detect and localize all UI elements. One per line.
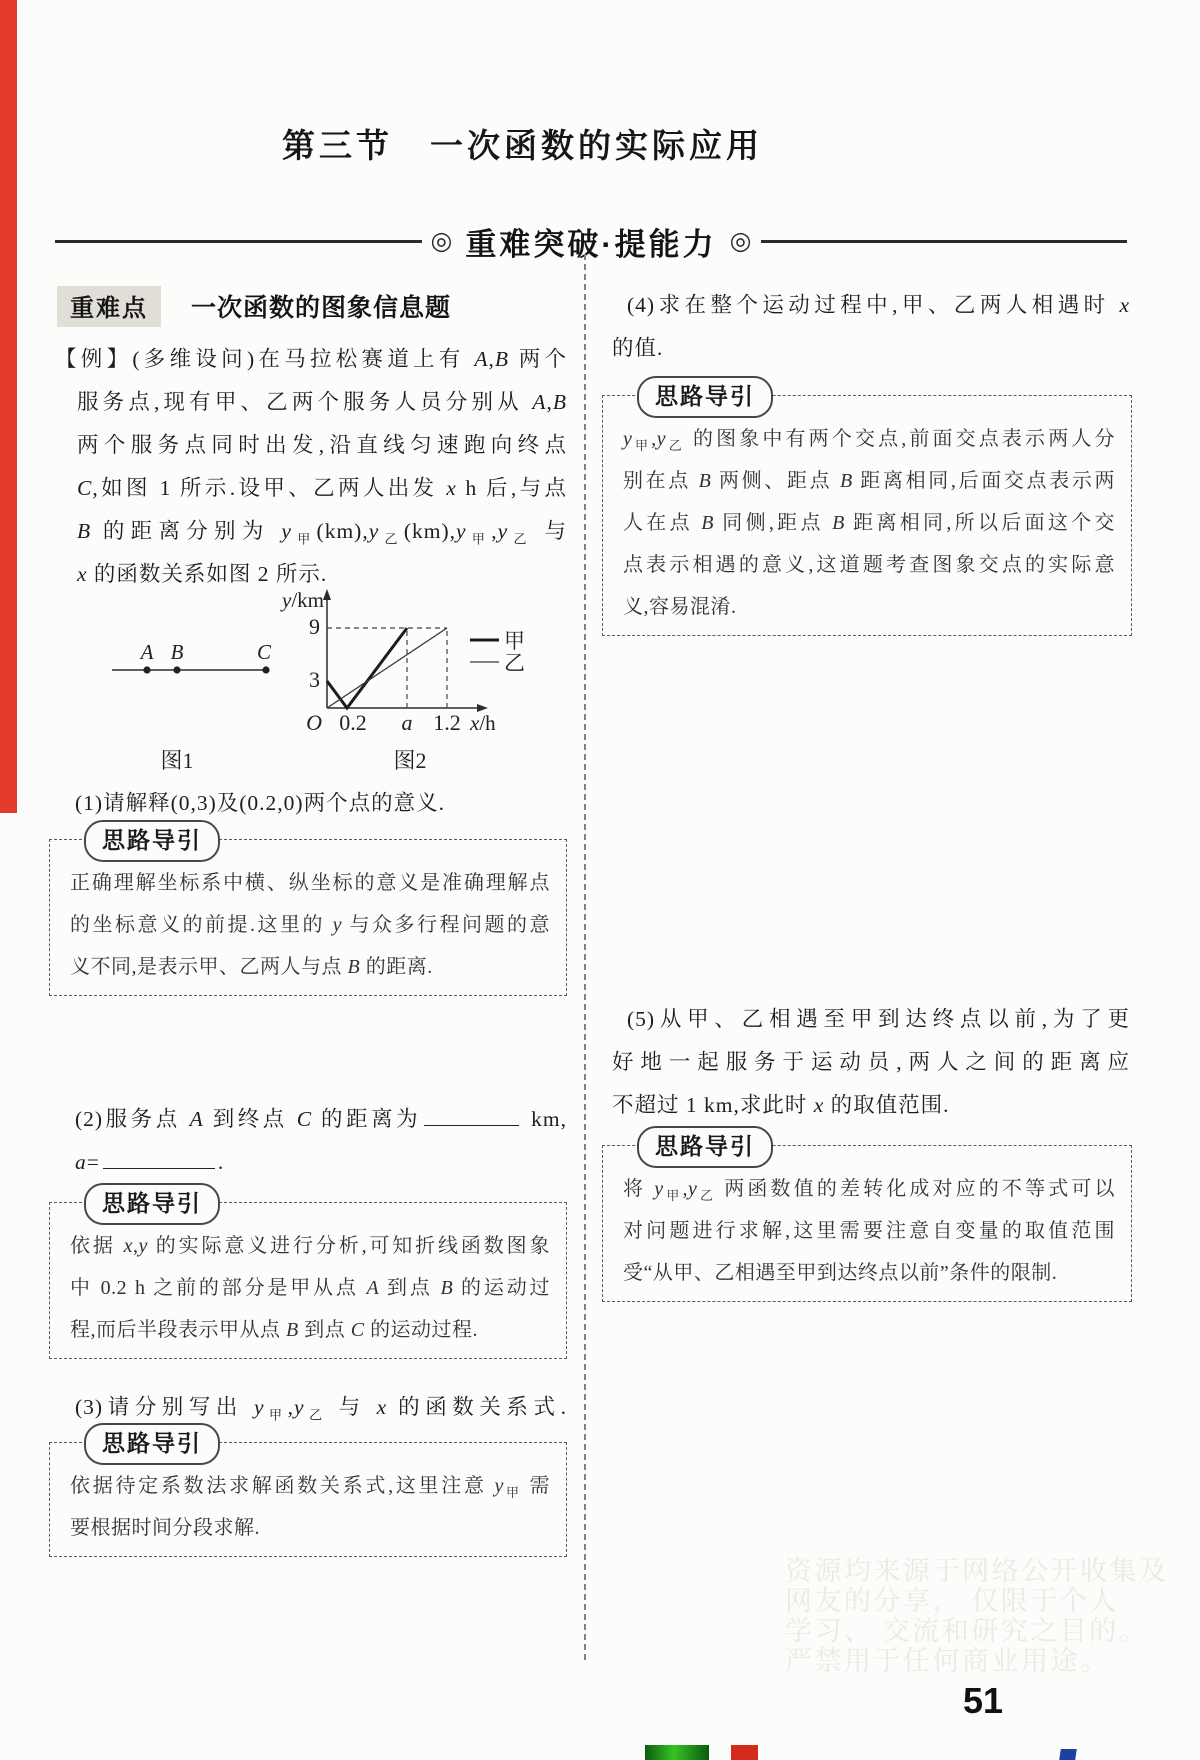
text-line <box>623 544 1115 586</box>
hint-box-4 <box>602 383 1132 636</box>
question-4 <box>612 284 1130 370</box>
text-segment: 的函数关系如图 2 所示. <box>87 562 328 586</box>
x-axis-label: x/h <box>470 711 496 735</box>
watermark-line: 严禁用于任何商业用途。 <box>785 1646 1110 1676</box>
subscript: 甲 <box>291 531 317 547</box>
text-segment: 中 0.2 h 之前的部分是甲从点 <box>70 1277 367 1299</box>
text-line <box>55 1141 567 1184</box>
text-segment: 受“从甲、乙相遇至甲到达终点以前”条件的限制. <box>623 1262 1058 1284</box>
text-segment: y <box>294 1395 305 1419</box>
point-A-label: A <box>140 640 154 664</box>
question-5 <box>612 998 1130 1127</box>
text-line <box>612 1041 1130 1084</box>
subscript: 甲 <box>503 1485 522 1500</box>
page-title: 第三节 一次函数的实际应用 <box>282 127 763 164</box>
text-segment: y <box>138 1235 148 1257</box>
text-line <box>623 1252 1115 1294</box>
xtick-0-2: 0.2 <box>339 710 367 735</box>
text-segment: (km), <box>316 519 369 543</box>
text-segment: = <box>86 1150 100 1174</box>
text-line <box>55 381 567 424</box>
point-C-dot <box>262 666 269 673</box>
text-segment: 的距离. <box>360 956 433 978</box>
text-line <box>70 1465 550 1507</box>
text-segment: y <box>623 428 633 450</box>
text-line <box>623 460 1115 502</box>
text-segment: B <box>286 1319 299 1341</box>
subscript: 甲 <box>264 1407 288 1423</box>
ytick-9: 9 <box>309 614 320 639</box>
text-line <box>55 510 567 553</box>
text-segment: 依据待定系数法求解函数关系式,这里注意 <box>70 1475 495 1497</box>
text-segment: 别在点 <box>623 470 699 492</box>
text-segment: 不超过 1 km,求此时 <box>612 1093 814 1117</box>
text-line <box>70 1225 550 1267</box>
text-segment: 的取值范围. <box>824 1093 950 1117</box>
watermark-line: 资源均来源于网络公开收集及 <box>785 1556 1169 1586</box>
y-axis-arrow-icon <box>323 589 331 600</box>
page-number: 51 <box>963 1680 1004 1721</box>
text-segment: y <box>654 1178 664 1200</box>
text-line <box>612 327 1130 370</box>
point-B-dot <box>173 666 180 673</box>
text-line <box>55 424 567 467</box>
text-segment: C <box>350 1319 365 1341</box>
text-segment: 的运动过 <box>453 1277 551 1299</box>
hint-label-2: 思路导引 <box>84 1183 220 1225</box>
banner-ornament-left-icon: ◎ <box>430 227 453 255</box>
subscript: 乙 <box>508 531 533 547</box>
topic-title: 一次函数的图象信息题 <box>191 294 452 322</box>
text-segment: 人在点 <box>623 512 702 534</box>
text-segment: h 后,与点 <box>456 476 567 500</box>
hint-label-3: 思路导引 <box>84 1423 220 1465</box>
text-segment: y <box>687 1178 698 1200</box>
point-A-dot <box>143 666 150 673</box>
text-segment: B <box>494 347 510 371</box>
point-C-label: C <box>256 640 272 664</box>
bottom-blue-mark <box>1059 1749 1077 1760</box>
watermark <box>785 1556 1200 1676</box>
text-segment: x <box>813 1093 825 1117</box>
text-segment: y <box>332 914 342 936</box>
subscript: 甲 <box>632 438 652 453</box>
figure1-caption: 图1 <box>160 748 194 773</box>
fill-blank <box>103 1142 215 1169</box>
text-segment: 的值. <box>612 336 664 360</box>
text-segment: B <box>832 512 845 534</box>
series-jia-line <box>327 628 407 708</box>
watermark-line: 网友的分享， 仅限于个人 <box>785 1586 1119 1616</box>
text-segment: 的距离分别为 <box>91 519 282 543</box>
subscript: 甲 <box>466 531 492 547</box>
text-line <box>55 467 567 510</box>
key-point-badge: 重难点 <box>57 286 161 327</box>
text-line <box>55 782 567 825</box>
text-segment: A <box>474 347 489 371</box>
text-segment: 的函数关系式. <box>387 1395 567 1419</box>
text-segment: A <box>189 1107 204 1131</box>
subscript: 乙 <box>697 1188 717 1203</box>
text-segment: , <box>546 390 553 414</box>
text-segment: a <box>75 1150 87 1174</box>
text-line <box>70 1309 550 1351</box>
text-segment: B <box>839 470 853 492</box>
banner-ornament-right-icon: ◎ <box>729 227 752 255</box>
left-column <box>55 250 567 1610</box>
text-line <box>70 1267 550 1309</box>
text-segment: , <box>491 519 498 543</box>
text-segment: y <box>253 1395 265 1419</box>
text-segment: y <box>656 428 667 450</box>
text-segment: y <box>456 519 467 543</box>
legend-yi-label: 乙 <box>504 651 525 675</box>
hint-box-5 <box>602 1133 1132 1302</box>
right-column <box>612 250 1130 1610</box>
text-segment: 与 <box>327 1395 377 1419</box>
text-segment: B <box>347 956 361 978</box>
column-divider <box>584 254 586 1660</box>
text-segment: (4)求在整个运动过程中,甲、乙两人相遇时 <box>627 293 1120 317</box>
text-segment: C <box>296 1107 313 1131</box>
point-B-label: B <box>170 640 184 664</box>
text-segment: x <box>123 1235 133 1257</box>
text-segment: . <box>217 1150 225 1174</box>
text-segment: 两函数值的差转化成对应的不等式可以 <box>716 1178 1115 1200</box>
legend-jia-label: 甲 <box>504 629 525 653</box>
text-segment: 好地一起服务于运动员,两人之间的距离应 <box>612 1050 1130 1074</box>
hint-text-2 <box>50 1203 566 1358</box>
text-line <box>70 904 550 946</box>
text-line <box>623 586 1115 628</box>
text-segment: 两个 <box>509 347 567 371</box>
hint-text-1 <box>50 840 566 995</box>
text-segment: B <box>552 390 567 414</box>
text-segment: (km), <box>403 519 457 543</box>
watermark-line: 学习、 交流和研究之目的。 <box>785 1616 1149 1646</box>
xtick-a: a <box>401 710 413 735</box>
text-segment: 距离相同,后面交点表示两 <box>852 470 1116 492</box>
text-segment: 到点 <box>379 1277 441 1299</box>
text-line <box>623 1168 1115 1210</box>
fill-blank <box>424 1099 519 1126</box>
y-axis-label: y/km <box>282 588 324 612</box>
subscript: 乙 <box>379 531 404 547</box>
text-segment: 的距离为 <box>312 1107 422 1131</box>
series-yi-line <box>327 628 447 708</box>
text-segment: 将 <box>623 1178 655 1200</box>
text-segment: 需 <box>521 1475 551 1497</box>
text-segment: A <box>532 390 547 414</box>
text-segment: (5)从甲、乙相遇至甲到达终点以前,为了更 <box>627 1007 1130 1031</box>
text-segment: 程,而后半段表示甲从点 <box>70 1319 286 1341</box>
text-segment: 的坐标意义的前提.这里的 <box>70 914 333 936</box>
text-line <box>70 862 550 904</box>
text-segment: B <box>698 470 712 492</box>
subscript: 乙 <box>304 1407 328 1423</box>
text-segment: 的实际意义进行分析,可知折线函数图象 <box>147 1235 551 1257</box>
xtick-1-2: 1.2 <box>433 710 461 735</box>
banner-rule-right <box>761 240 1128 243</box>
text-line <box>623 502 1115 544</box>
text-segment: 义不同,是表示甲、乙两人与点 <box>70 956 348 978</box>
ytick-3: 3 <box>309 667 320 692</box>
text-segment: y <box>281 519 292 543</box>
text-segment: (3)请分别写出 <box>75 1395 254 1419</box>
text-segment: y <box>497 519 509 543</box>
example-problem-text <box>55 338 567 596</box>
text-segment: 距离相同,所以后面这个交 <box>844 512 1116 534</box>
hint-label-5: 思路导引 <box>637 1126 773 1168</box>
topic-heading-row <box>57 286 451 327</box>
hint-box-3 <box>49 1430 567 1557</box>
text-line <box>55 1098 567 1141</box>
text-line <box>612 998 1130 1041</box>
text-segment: 两个服务点同时出发,沿直线匀速跑向终点 <box>77 433 567 457</box>
text-segment: 的运动过程. <box>364 1319 479 1341</box>
figure2-graph <box>280 588 525 773</box>
text-line <box>55 338 567 381</box>
figure1-route-diagram <box>112 640 272 773</box>
text-line <box>70 1507 550 1549</box>
text-segment: , <box>488 347 495 371</box>
hint-label-1: 思路导引 <box>84 820 220 862</box>
text-segment: 同侧,距点 <box>713 512 833 534</box>
subscript: 乙 <box>666 438 685 453</box>
text-segment: , <box>651 428 657 450</box>
text-segment: 到终点 <box>203 1107 297 1131</box>
text-segment: 服务点,现有甲、乙两个服务人员分别从 <box>77 390 533 414</box>
text-line <box>70 946 550 988</box>
xtick-origin: O <box>306 710 322 735</box>
bottom-red-bar <box>731 1745 758 1760</box>
text-segment: B <box>440 1277 454 1299</box>
hint-box-1 <box>49 827 567 996</box>
text-segment: 与 <box>532 519 567 543</box>
text-line <box>623 1210 1115 1252</box>
text-segment: 正确理解坐标系中横、纵坐标的意义是准确理解点 <box>70 872 550 894</box>
text-segment: A <box>366 1277 380 1299</box>
question-2 <box>55 1098 567 1184</box>
banner-rule-left <box>55 240 422 243</box>
text-segment: 对问题进行求解,这里需要注意自变量的取值范围 <box>623 1220 1115 1242</box>
hint-text-5 <box>603 1146 1131 1301</box>
text-segment: , <box>287 1395 294 1419</box>
figure2-caption: 图2 <box>393 748 427 773</box>
text-segment: B <box>701 512 714 534</box>
text-segment: B <box>77 519 92 543</box>
figure-1-and-figure-2 <box>70 583 570 783</box>
text-segment: 点表示相遇的意义,这道题考查图象交点的实际意 <box>623 554 1115 576</box>
text-line <box>612 1084 1130 1127</box>
text-segment: y <box>494 1475 504 1497</box>
hint-box-2 <box>49 1190 567 1359</box>
text-segment: 义,容易混淆. <box>623 596 737 618</box>
text-segment: 到点 <box>298 1319 351 1341</box>
subscript: 甲 <box>663 1188 683 1203</box>
text-segment: x <box>77 562 88 586</box>
text-line <box>623 418 1115 460</box>
text-segment: C <box>77 476 93 500</box>
hint-text-4 <box>603 396 1131 635</box>
hint-label-4: 思路导引 <box>637 376 773 418</box>
text-segment: y <box>368 519 380 543</box>
text-segment: 两侧、距点 <box>711 470 840 492</box>
text-segment: km, <box>522 1107 567 1131</box>
text-line <box>612 284 1130 327</box>
text-segment: (1)请解释(0,3)及(0.2,0)两个点的意义. <box>75 791 445 815</box>
banner-title: 重难突破·提能力 <box>465 226 717 262</box>
text-segment: x <box>446 476 457 500</box>
text-segment: x <box>376 1395 388 1419</box>
text-segment: 【例】(多维设问)在马拉松赛道上有 <box>55 347 475 371</box>
text-segment: 的图象中有两个交点,前面交点表示两人分 <box>684 428 1115 450</box>
text-segment: , <box>682 1178 688 1200</box>
figure2-legend <box>470 629 525 675</box>
text-segment: x <box>1119 293 1130 317</box>
text-segment: 依据 <box>70 1235 124 1257</box>
text-segment: ,如图 1 所示.设甲、乙两人出发 <box>92 476 447 500</box>
text-segment: (2)服务点 <box>75 1107 190 1131</box>
bottom-green-bar <box>645 1745 709 1760</box>
text-segment: 与众多行程问题的意 <box>341 914 551 936</box>
text-segment: , <box>133 1235 139 1257</box>
question-1 <box>55 782 567 825</box>
text-segment: 要根据时间分段求解. <box>70 1517 260 1539</box>
